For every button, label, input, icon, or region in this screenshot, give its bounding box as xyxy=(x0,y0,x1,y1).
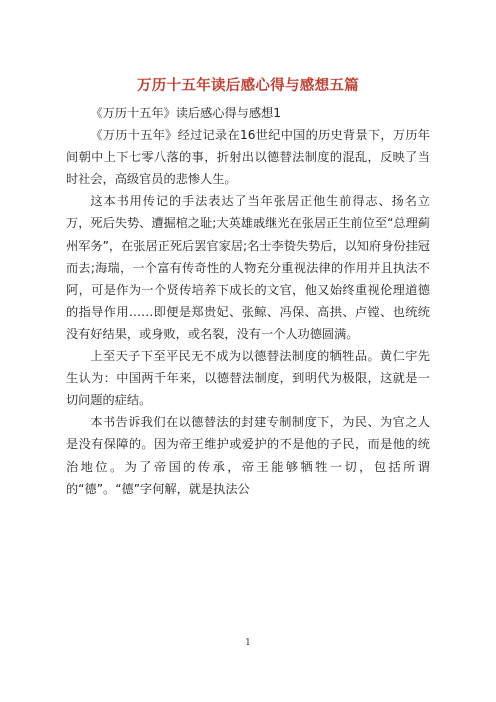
paragraph-1: 《万历十五年》读后感心得与感想1 xyxy=(90,106,281,120)
paragraph-3: 这本书用传记的手法表达了当年张居正他生前得志、扬名立万，死后失势、遭掘棺之耻;大英雄戚继光在张居正生前位至“总理蓟州军务”，在张居正死后罢官家居;名士李贽失势后，以知府身份挂冠而去;海瑞，一个富有传奇性的人物充分重视法律的作用并且执法不阿，可是作为一个贤传培养下成长的文官，他又始终重视伦理道德的指导作用……即便是郑贵妃、张鲸、冯保、高拱、卢镗、也统统没有好结果，或身败，或名裂，没有一个人功德圆满。 xyxy=(66,194,430,341)
paragraph-5: 本书告诉我们在以德替法的封建专制制度下，为民、为官之人是没有保障的。因为帝王维护或爱护的不是他的子民，而是他的统治地位。为了帝国的传承，帝王能够牺牲一切，包括所谓的“德”。“德”字何解，就是执法公 xyxy=(66,415,430,496)
page-number: 1 xyxy=(245,638,251,648)
paragraph-2: 《万历十五年》经过记录在16世纪中国的历史背景下，万历年间朝中上下七零八落的事，折射出以德替法制度的混乱，反映了当时社会，高级官员的悲惨人生。 xyxy=(66,128,430,187)
paragraph-4: 上至天子下至平民无不成为以德替法制度的牺牲品。黄仁宇先生认为：中国两千年来，以德替法制度，到明代为极限，这就是一切问题的症结。 xyxy=(66,349,430,408)
document-title: 万历十五年读后感心得与感想五篇 xyxy=(137,78,359,94)
document-body xyxy=(66,102,430,500)
